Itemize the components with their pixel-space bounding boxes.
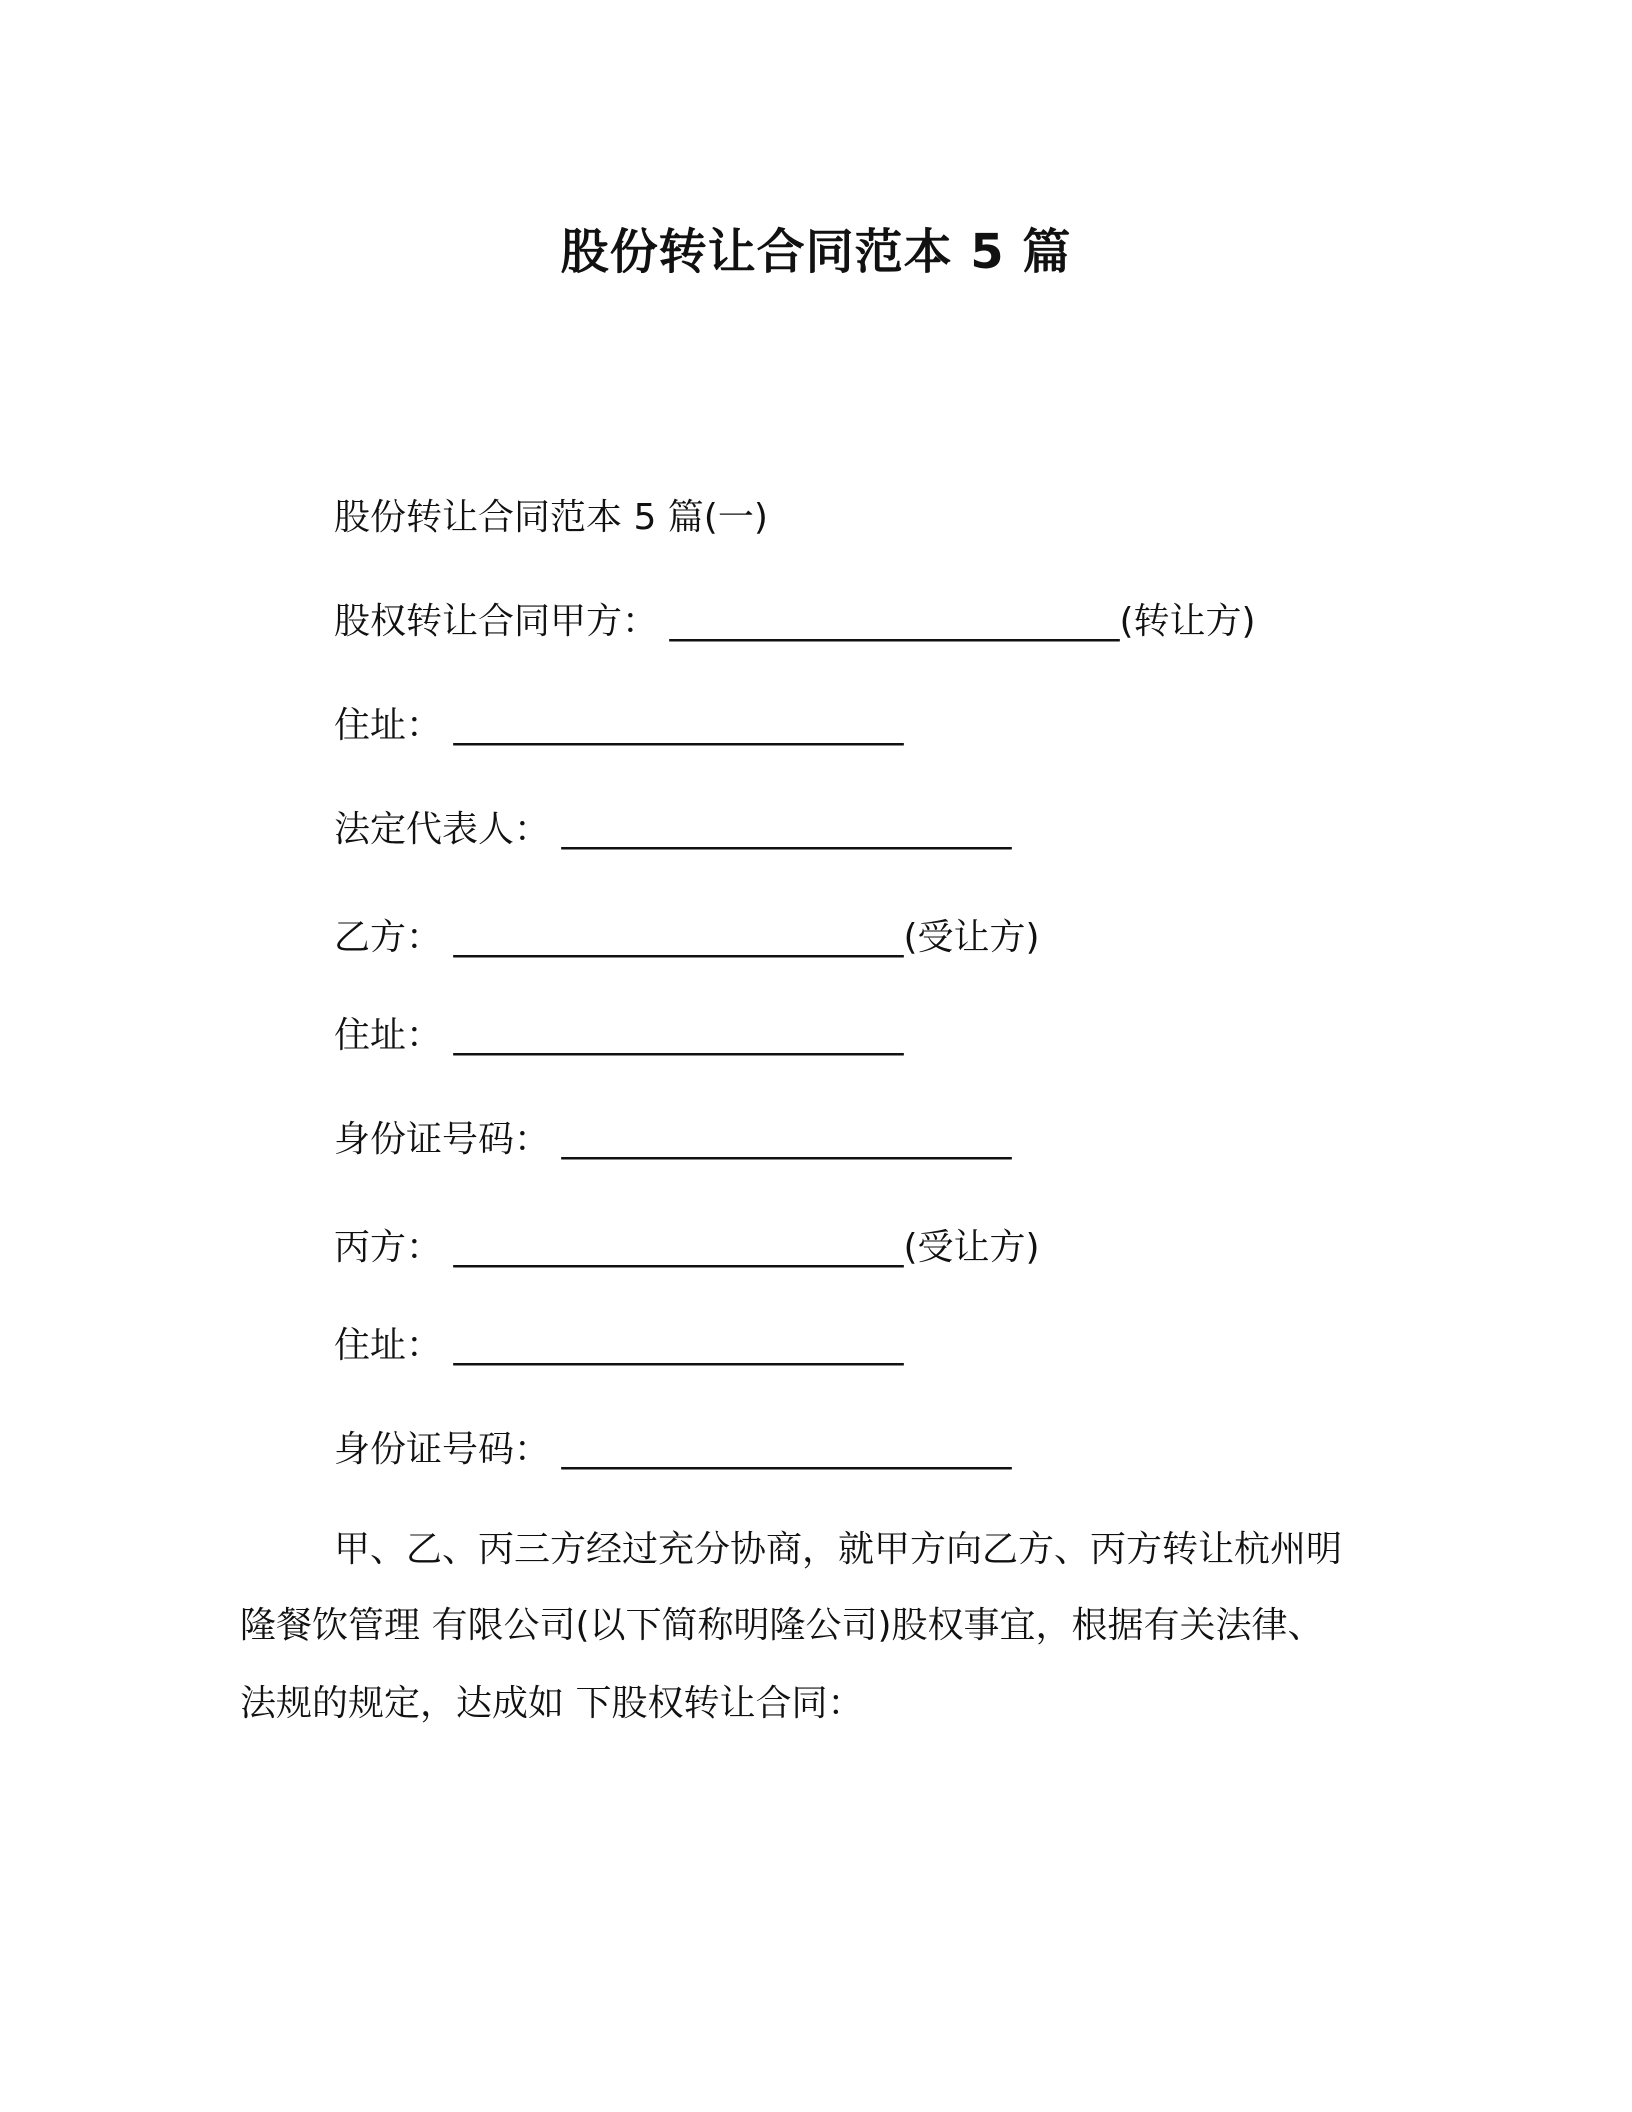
party-b-address-line: 住址： _________________________ (334, 1015, 904, 1056)
party-a-line: 股权转让合同甲方： _________________________(转让方) (334, 601, 1256, 642)
paragraph-line-3: 法规的规定，达成如 下股权转让合同： (240, 1683, 864, 1724)
party-b-line: 乙方： _________________________(受让方) (334, 917, 1040, 958)
party-c-id-line: 身份证号码： _________________________ (334, 1429, 1012, 1470)
party-a-address-line: 住址： _________________________ (334, 705, 904, 746)
party-c-line: 丙方： _________________________(受让方) (334, 1227, 1040, 1268)
paragraph-line-2: 隆餐饮管理 有限公司(以下简称明隆公司)股权事宜，根据有关法律、 (240, 1605, 1324, 1646)
paragraph-line-1: 甲、乙、丙三方经过充分协商，就甲方向乙方、丙方转让杭州明 (334, 1529, 1343, 1570)
party-b-id-line: 身份证号码： _________________________ (334, 1119, 1012, 1160)
document-title: 股份转让合同范本 5 篇 (560, 224, 1072, 280)
section-heading: 股份转让合同范本 5 篇(一) (334, 497, 768, 538)
party-a-representative-line: 法定代表人： _________________________ (334, 809, 1012, 850)
party-c-address-line: 住址： _________________________ (334, 1325, 904, 1366)
